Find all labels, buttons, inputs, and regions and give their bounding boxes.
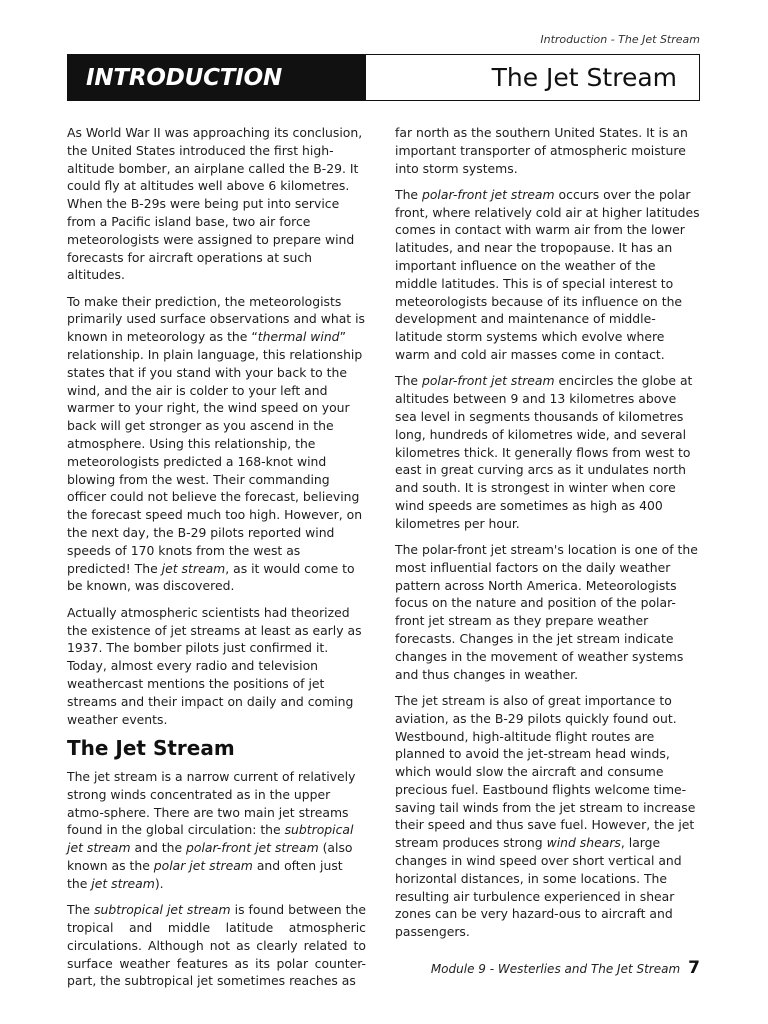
paragraph: The jet stream is also of great importance to aviation, as the B-29 pilots quickly found out. Westbound, high-altitude flight routes are planned to avoid the jet-stream head winds, which would slow the aircraft and consume precious fuel. Eastbound flights welcome time-saving tail winds from the jet stream to increase their speed and thus save fuel. However, the jet stream produces strong wind shears, large changes in wind speed over short vertical and horizontal distances, in some locations. The resulting air turbulence experienced in shear zones can be very hazard-ous to aircraft and passengers. (395, 692, 696, 940)
page-footer (431, 958, 700, 978)
banner-section-label: INTRODUCTION (68, 55, 366, 100)
paragraph: The jet stream is a narrow current of relatively strong winds concentrated as in the upper atmo-sphere. There are two main jet streams found in the global circulation: the subtropical jet stream and the polar-front jet stream (also known as the polar jet stream and often just the jet stream). (67, 769, 356, 891)
paragraph: To make their prediction, the meteorologists primarily used surface observations and what is known in meteorology as the “thermal wind” relationship. In plain language, this relationship states that if you stand with your back to the wind, and the air is colder to your left and warmer to your right, the wind speed on your back will get stronger as you ascend in the atmosphere. Using this relationship, the meteorologists predicted a 168-knot wind blowing from the west. Their commanding officer could not believe the forecast, believing the forecast speed much too high. However, on the next day, the B-29 pilots reported wind speeds of 170 knots from the west as predicted! The jet stream, as it would come to be known, was discovered. (67, 293, 365, 594)
banner-title: The Jet Stream (491, 63, 677, 92)
page-number: 7 (688, 958, 700, 978)
running-head: Introduction - The Jet Stream (540, 33, 700, 46)
paragraph: far north as the southern United States. It is an important transporter of atmospheric moisture into storm systems. (395, 125, 688, 176)
section-heading: The Jet Stream (67, 736, 235, 761)
right-column (395, 124, 701, 950)
paragraph: The polar-front jet stream's location is one of the most influential factors on the daily weather pattern across North America. Meteorologists focus on the nature and position of the polar-front jet stream as they prepare weather forecasts. Changes in the jet stream indicate changes in the movement of weather systems and thus changes in weather. (395, 542, 698, 682)
paragraph: Actually atmospheric scientists had theorized the existence of jet streams at least as early as 1937. The bomber pilots just confirmed it. Today, almost every radio and television weathercast mentions the positions of jet streams and their impact on daily and coming weather events. (67, 604, 362, 727)
footer-module-label: Module 9 - Westerlies and The Jet Stream (430, 962, 681, 976)
paragraph: The polar-front jet stream occurs over the polar front, where relatively cold air at higher latitudes comes in contact with warm air from the lower latitudes, and near the tropopause. It has an important influence on the weather of the middle latitudes. This is of special interest to meteorologists because of its influence on the development and maintenance of middle-latitude storm systems which evolve where warm and cold air masses come in contact. (395, 186, 700, 363)
paragraph: As World War II was approaching its conclusion, the United States introduced the first high-altitude bomber, an airplane called the B-29. It could fly at altitudes well above 6 kilometres. When the B-29s were being put into service from a Pacific island base, two air force meteorologists were assigned to prepare wind forecasts for aircraft operations at such altitudes. (67, 125, 363, 283)
paragraph: The subtropical jet stream is found between the tropical and middle latitude atmospheric circulations. Although not as clearly related to surface weather features as its polar counter-part, the subtropical jet sometimes reaches as (67, 902, 367, 989)
left-column (67, 124, 366, 999)
chapter-banner (67, 54, 700, 101)
paragraph: The polar-front jet stream encircles the globe at altitudes between 9 and 13 kilometres above sea level in segments thousands of kilometres long, hundreds of kilometres wide, and several kilometres thick. It generally flows from west to east in great curving arcs as it undulates north and south. It is strongest in winter when core wind speeds are sometimes as high as 400 kilometres per hour. (395, 373, 693, 531)
